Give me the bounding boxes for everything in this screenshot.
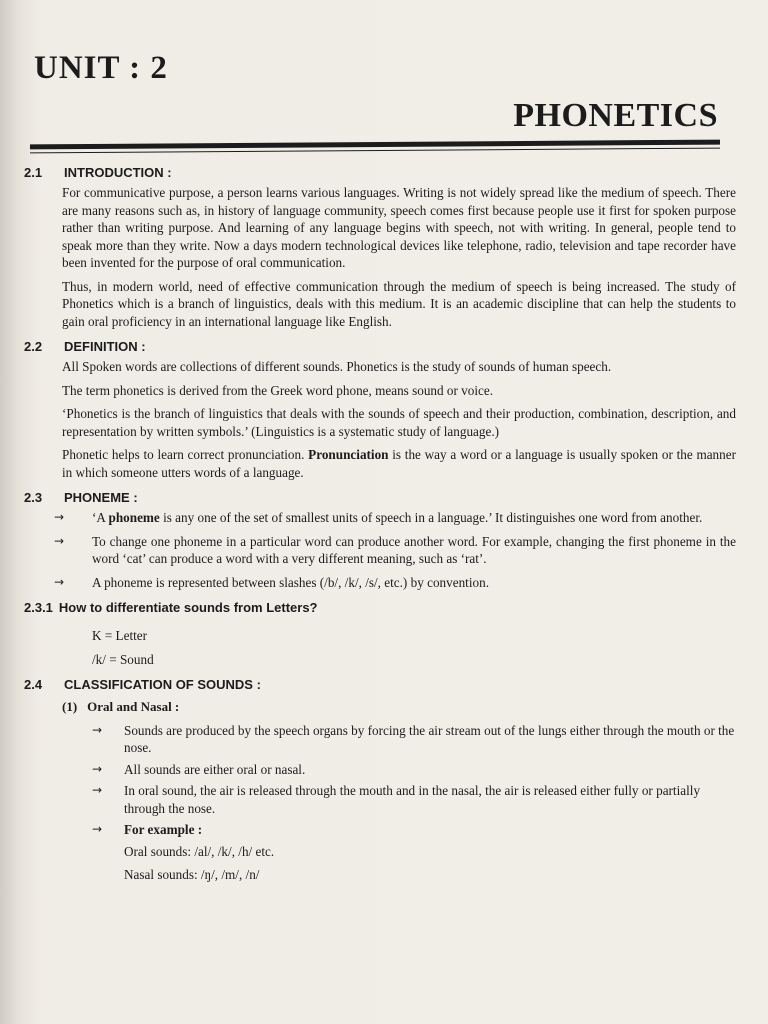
definition-paragraph-1: All Spoken words are collections of different sounds. Phonetics is the study of sounds of human speech. [62,359,612,374]
arrow-icon: → [92,722,103,737]
section-heading-differentiate [24,597,736,619]
bullet-text: To change one phoneme in a particular word can produce another word. For example, changing the first phoneme in the word ‘cat’ can produce a word with a very different meaning, such as ‘rat’. [92,533,736,566]
subsection-heading-oral-nasal [62,698,736,716]
text-run: Phonetic helps to learn correct pronunciation. [62,447,309,462]
bullet-text: In oral sound, the air is released through the mouth and in the nasal, the air is released either fully or partially through the nose. [124,783,701,816]
arrow-icon: → [92,761,103,776]
arrow-icon: → [92,783,103,797]
unit-title: UNIT : 2 [34,50,168,86]
bullet-text: A phoneme is represented between slashes (/b/, /k/, /s/, etc.) by convention. [92,574,489,590]
list-item [54,509,736,527]
phoneme-bullet-list [24,509,736,591]
bold-term: phoneme [108,510,160,525]
subsection-number: (1) [62,699,78,714]
section-number: 2.3 [24,490,43,506]
bullet-text [92,509,736,527]
section-number: 2.2 [24,339,43,355]
bullet-text: All sounds are either oral or nasal. [124,761,306,777]
subsection-title: Oral and Nasal : [87,699,180,714]
intro-paragraph-1: For communicative purpose, a person learns various languages. Writing is not widely spread like the medium of speech. There are many reasons such as, in history of language community, speech comes first because people use it first for spoken purpose rather than writing purpose. And learning of any language begins with speech, not with writing. In general, people tend to speak more than they write. Now a days modern technological devices like telephone, radio, television and tape recorder have been invented for the purpose of oral communication. [62,185,736,270]
section-number: 2.4 [24,677,43,693]
section-title: CLASSIFICATION OF SOUNDS : [64,677,261,693]
section-heading-classification [24,674,736,696]
section-title: PHONEME : [64,490,138,506]
section-heading-definition [24,336,736,358]
definition-paragraph-4 [62,446,736,481]
bullet-text: For example : [124,822,203,837]
arrow-icon: → [54,510,65,524]
bold-term: Pronunciation [308,447,389,462]
definition-paragraph-2: The term phonetics is derived from the Greek word phone, means sound or voice. [62,382,494,398]
intro-paragraph-2: Thus, in modern world, need of effective communication through the medium of speech is being increased. The study of Phonetics which is a branch of linguistics, deals with this medium. It is an academic discipline that can help the students to gain oral proficiency in an international language like English. [62,278,736,329]
letter-line: K = Letter [92,628,148,643]
chapter-title: PHONETICS [513,97,718,134]
definition-paragraph-3: ‘Phonetics is the branch of linguistics that deals with the sounds of speech and their production, combination, description, and representation by written symbols.’ (Linguistics is a systematic study of language.) [62,406,736,439]
text-run: is the way a word or a language is usually spoken or the manner in which someone utters words of a language. [62,447,736,480]
sound-line: /k/ = Sound [92,651,154,667]
arrow-icon: → [54,533,65,548]
section-number: 2.1 [24,165,43,181]
section-title: DEFINITION : [64,339,146,355]
section-title: How to differentiate sounds from Letters? [58,600,318,616]
bullet-text: Sounds are produced by the speech organs by forcing the air stream out of the lungs either through the mouth or the nose. [124,722,735,755]
arrow-icon: → [54,574,65,589]
list-item [92,722,736,757]
section-number: 2.3.1 [24,600,53,616]
oral-nasal-bullet-list [24,722,736,839]
list-item [54,533,736,568]
text-run: is any one of the set of smallest units of speech in a language.’ It distinguishes one word from another. [159,510,703,525]
list-item [54,574,736,592]
list-item [92,761,736,779]
section-heading-phoneme [24,487,736,509]
arrow-icon: → [92,822,103,836]
section-title: INTRODUCTION : [64,165,172,181]
example-nasal-sounds: Nasal sounds: /ŋ/, /m/, /n/ [124,867,260,882]
list-item [92,782,736,817]
text-run: ‘A [92,510,109,525]
list-item [92,821,736,839]
example-oral-sounds: Oral sounds: /al/, /k/, /h/ etc. [124,843,275,859]
page-body [24,162,736,890]
section-heading-introduction [24,162,736,184]
